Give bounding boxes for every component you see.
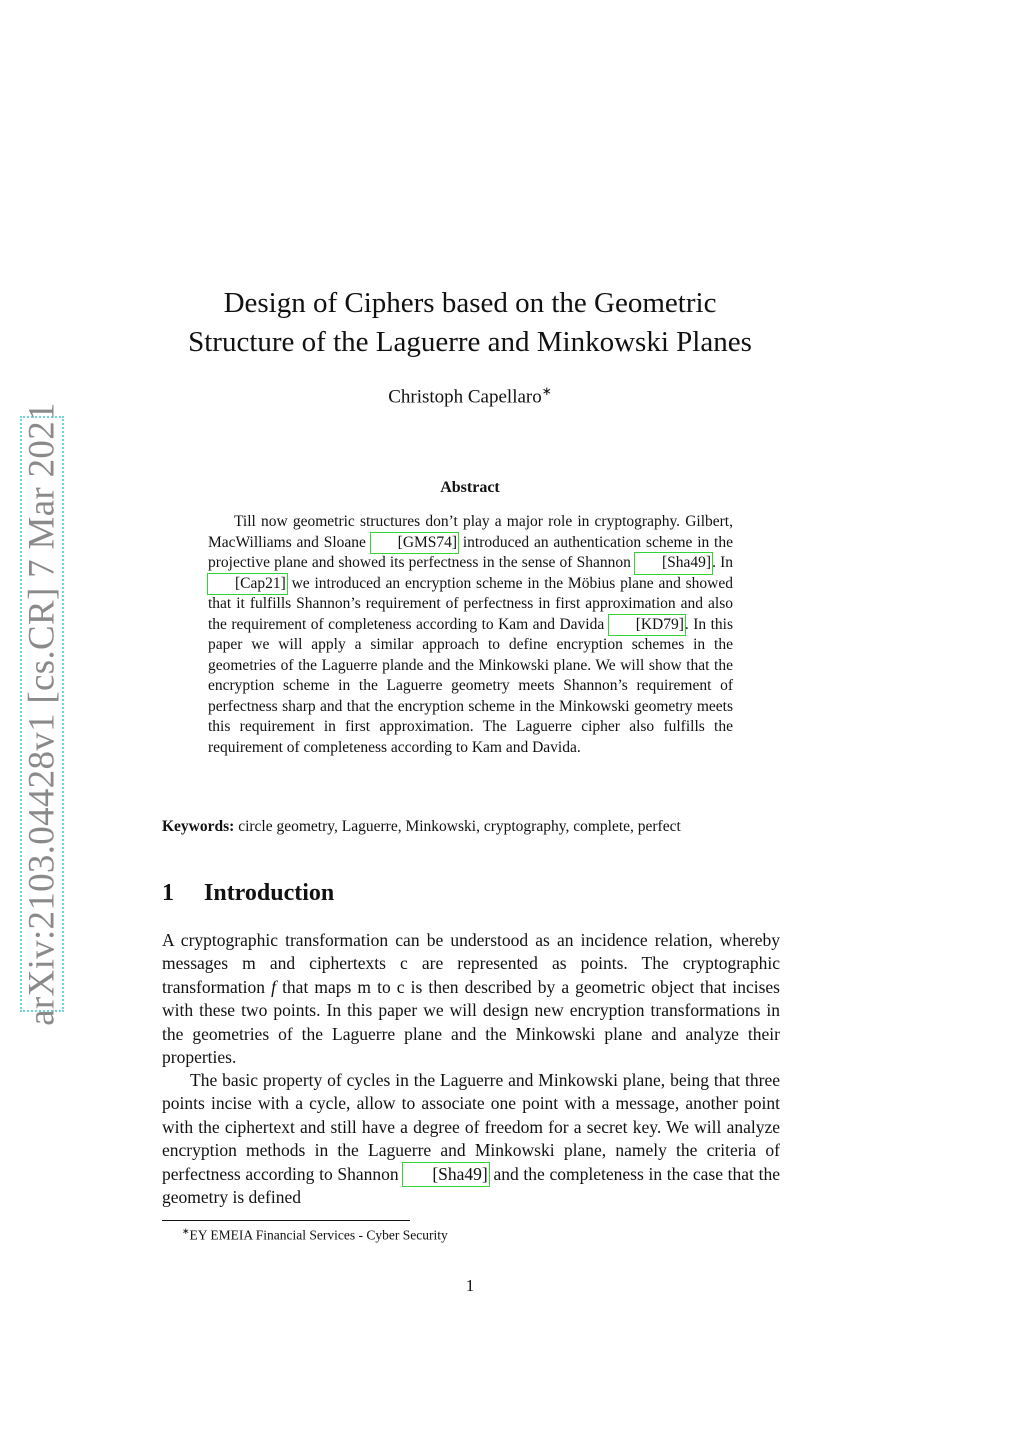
- author-footnote-mark[interactable]: ∗: [541, 384, 552, 398]
- footnote: [182, 1226, 448, 1244]
- abstract-text-5: . In this paper we will apply a similar approach to define encryption schemes in the geometries of the Laguerre plande and the Minkowski plane. We will show that the encryption scheme in the Laguerre geometry meets Shannon’s requirement of perfectness sharp and that the encryption scheme in the Minkowski geometry meets this requirement in first approximation. The Laguerre cipher also fulfills the requirement of completeness according to Kam and Davida.: [208, 615, 733, 756]
- footnote-rule: [162, 1220, 410, 1221]
- abstract-text-4: we introduced an encryption scheme in the Möbius plane and showed that it fulfills Shannon’s requirement of perfectness in first approximation and also the requirement of completeness according to Kam and Davida: [208, 574, 733, 633]
- author: [0, 384, 940, 408]
- citation-sha49[interactable]: [Sha49]: [635, 553, 712, 574]
- title-line-1: Design of Ciphers based on the Geometric: [223, 287, 717, 319]
- keywords: [162, 818, 782, 836]
- intro-p2-text-a: The basic property of cycles in the Laguerre and Minkowski plane, being that three points incise with a cycle, allow to associate one point with a message, another point with the ciphertext and still have a degree of freedom for a secret key. We will analyze encryption methods in the Laguerre and Minkowski plane, namely the criteria of perfectness according to Shannon: [162, 1070, 780, 1184]
- citation-sha49-intro[interactable]: [Sha49]: [403, 1163, 488, 1186]
- intro-paragraph-1: [162, 929, 780, 1069]
- abstract-heading: Abstract: [440, 479, 500, 496]
- footnote-mark: ∗: [182, 1226, 190, 1236]
- intro-p1-text-a: A cryptographic transformation can be understood as an incidence relation, whereby messages m and ciphertexts c are represented as points. The cryptographic transformation: [162, 930, 780, 997]
- keywords-text: circle geometry, Laguerre, Minkowski, cryptography, complete, perfect: [234, 818, 681, 835]
- page-number: 1: [465, 1276, 475, 1295]
- section-heading: [162, 880, 334, 907]
- citation-gms74[interactable]: [GMS74]: [371, 533, 458, 554]
- abstract-text-2: introduced an authentication scheme in the projective plane and showed its perfectness in the sense of Shannon: [208, 533, 733, 571]
- abstract-body: [208, 512, 733, 758]
- footnote-text: EY EMEIA Financial Services - Cyber Security: [189, 1227, 448, 1243]
- author-name: Christoph Capellaro: [388, 386, 542, 408]
- keywords-label: Keywords:: [162, 818, 235, 835]
- section-number: 1: [162, 880, 174, 906]
- section-title: Introduction: [204, 880, 335, 906]
- abstract-text-3: . In: [712, 554, 733, 571]
- math-f: f: [271, 976, 276, 997]
- intro-p1-text-b: that maps m to c is then described by a geometric object that incises with these two points. In this paper we will design new encryption transformations in the geometries of the Laguerre plane and the Minkowski plane and analyze their properties.: [162, 976, 780, 1068]
- abstract-text-1: Till now geometric structures don’t play a major role in cryptography. Gilbert, MacWilliams and Sloane: [208, 513, 733, 551]
- citation-kd79[interactable]: [KD79]: [609, 615, 685, 636]
- intro-p2-text-b: and the completeness in the case that the geometry is defined: [162, 1163, 780, 1208]
- intro-paragraph-2: [162, 1069, 780, 1209]
- arxiv-stamp[interactable]: arXiv:2103.04428v1 [cs.CR] 7 Mar 2021: [21, 402, 63, 1026]
- citation-cap21[interactable]: [Cap21]: [208, 574, 287, 595]
- paper-title: [0, 284, 940, 362]
- title-line-2: Structure of the Laguerre and Minkowski Planes: [188, 326, 752, 358]
